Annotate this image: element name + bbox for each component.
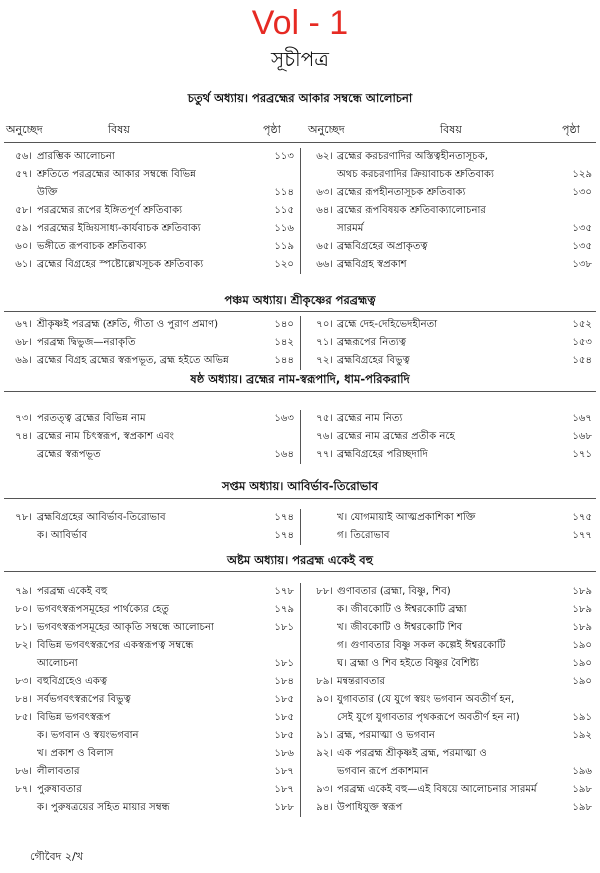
- entry-page: ১৩০: [572, 187, 592, 198]
- section-title: [0, 370, 600, 388]
- toc-entry: [303, 256, 600, 274]
- entry-title: ব্রহ্মের রূপবিষয়ক শ্রুতিবাক্যালোচনার: [337, 205, 486, 216]
- section-columns: [0, 583, 600, 817]
- toc-entry: [0, 709, 298, 727]
- entry-page: ১৫২: [572, 319, 592, 330]
- entry-number: ৫৮।: [15, 205, 32, 216]
- page-footer: গৌবৈদ ২/খ: [30, 850, 83, 863]
- entry-title: অথচ করচরণাদির ক্রিয়াবাচক শ্রুতিবাক্য: [337, 169, 494, 180]
- toc-entry: [303, 352, 600, 370]
- entry-page: ১৯৬: [572, 766, 592, 777]
- entry-page: ১৮৮: [274, 802, 294, 813]
- column-left: [0, 148, 298, 274]
- entry-title: পরব্রহ্ম একেই বহু—এই বিষয়ে আলোচনার সারমর্ম: [337, 784, 537, 795]
- toc-entry: [303, 727, 600, 745]
- entry-number: ৭৬।: [316, 431, 333, 442]
- entry-number: ৫৬।: [15, 151, 32, 162]
- entry-page: ১৩৫: [572, 223, 592, 234]
- entry-page: ১৯১: [572, 712, 592, 723]
- toc-entry: [303, 446, 600, 464]
- toc-entry: [303, 799, 600, 817]
- entry-page: ১৮১: [274, 658, 294, 669]
- toc-entry: [0, 316, 298, 334]
- toc-entry: [303, 202, 600, 220]
- toc-entry: [303, 583, 600, 601]
- section-columns: [0, 148, 600, 274]
- toc-entry: [303, 763, 600, 781]
- entry-page: ১৭১: [572, 449, 592, 460]
- entry-number: ৫৭।: [15, 169, 32, 180]
- entry-page: ১৭৮: [274, 586, 294, 597]
- toc-entry: [303, 410, 600, 428]
- entry-number: ৮২।: [15, 640, 32, 651]
- entry-number: ৮০।: [15, 604, 32, 615]
- entry-title: ব্রহ্মের করচরণাদির অস্তিত্বহীনতাসূচক,: [337, 151, 488, 162]
- column-right: [303, 583, 600, 817]
- entry-number: ৬৭।: [15, 319, 32, 330]
- toc-entry: [303, 166, 600, 184]
- entry-title: পরব্রহ্মের রূপের ইঙ্গিতপূর্ণ শ্রুতিবাক্য: [37, 205, 183, 216]
- entry-page: ১৮৫: [274, 712, 294, 723]
- toc-entry: [0, 781, 298, 799]
- entry-number: ৮৭।: [15, 784, 32, 795]
- toc-entry: [0, 410, 298, 428]
- entry-title: ব্রহ্মের স্বরূপভূত: [37, 449, 101, 460]
- entry-number: ৮৩।: [15, 676, 32, 687]
- entry-number: ৮৫।: [15, 712, 32, 723]
- toc-entry: [0, 691, 298, 709]
- toc-entry: [303, 509, 600, 527]
- entry-title: পরতত্ত্ব ব্রহ্মের বিভিন্ন নাম: [37, 413, 146, 424]
- entry-page: ১৬৩: [274, 413, 294, 424]
- column-left: [0, 316, 298, 370]
- entry-title: গ। তিরোভাব: [337, 530, 390, 541]
- entry-title: ক। ভগবান ও স্বয়ংভগবান: [37, 730, 139, 741]
- entry-title: প্রারম্ভিক আলোচনা: [37, 151, 115, 162]
- toc-entry: [0, 202, 298, 220]
- entry-page: ১৫৪: [572, 355, 592, 366]
- entry-title: ব্রহ্মরূপের নিত্যত্ব: [337, 337, 406, 348]
- entry-title: শ্রুতিতে পরব্রহ্মের আকার সম্বন্ধে বিভিন্ন: [37, 169, 196, 180]
- column-left: [0, 583, 298, 817]
- entry-page: ১৮৯: [572, 586, 592, 597]
- entry-title: উপাধিযুক্ত স্বরূপ: [337, 802, 403, 813]
- entry-title: ভগবান রূপে প্রকাশমান: [337, 766, 429, 777]
- entry-number: ৭১।: [316, 337, 333, 348]
- entry-number: ৮৮।: [316, 586, 333, 597]
- entry-page: ১৬৪: [274, 449, 294, 460]
- section-title-text: অষ্টম অধ্যায়। পরব্রহ্ম একেই বহু: [226, 553, 373, 567]
- entry-page: ১৮৪: [274, 676, 294, 687]
- entry-title: ভঙ্গীতে রূপবাচক শ্রুতিবাক্য: [37, 241, 147, 252]
- entry-page: ১৮১: [274, 622, 294, 633]
- entry-title: শ্রীকৃষ্ণই পরব্রহ্ম (শ্রুতি, গীতা ও পুরাণ প্রমাণ): [37, 319, 219, 330]
- entry-title: ঘ। ব্রহ্মা ও শিব হইতে বিষ্ণুর বৈশিষ্ট্য: [337, 658, 479, 669]
- toc-entry: [0, 446, 298, 464]
- entry-page: ১৮৭: [274, 766, 294, 777]
- entry-title: আলোচনা: [37, 658, 78, 669]
- volume-label: Vol - 1: [251, 4, 349, 42]
- toc-entry: [0, 727, 298, 745]
- entry-number: ৭৭।: [316, 449, 333, 460]
- entry-title: ব্রহ্মের বিগ্রহ ব্রহ্মের স্বরূপভূত, ব্রহ্ম হইতে অভিন্ন: [37, 355, 229, 366]
- page-title: সূচীপত্র: [271, 47, 329, 71]
- entry-number: ৮৯।: [316, 676, 333, 687]
- entry-page: ১৯৮: [572, 802, 592, 813]
- toc-entry: [303, 527, 600, 545]
- column-divider: [300, 410, 301, 464]
- section-rule: [4, 142, 596, 143]
- section-rule: [4, 311, 596, 312]
- entry-number: ৬৪।: [316, 205, 333, 216]
- entry-page: ১৭৪: [274, 530, 294, 541]
- column-header-topic-left: বিষয়: [108, 123, 130, 136]
- entry-page: ১৮৬: [274, 748, 294, 759]
- toc-entry: [303, 148, 600, 166]
- entry-title: ক। পুরুষত্রয়ের সহিত মায়ার সম্বন্ধ: [37, 802, 170, 813]
- entry-page: ১৯২: [572, 730, 592, 741]
- entry-page: ১৯৮: [572, 784, 592, 795]
- section-rule: [4, 571, 596, 572]
- toc-entry: [0, 673, 298, 691]
- entry-page: ১৬৭: [572, 413, 592, 424]
- entry-title: ব্রহ্মবিগ্রহের অপ্রাকৃতত্ব: [337, 241, 428, 252]
- entry-number: ৮৬।: [15, 766, 32, 777]
- entry-title: ব্রহ্মবিগ্রহের বিভুত্ব: [337, 355, 410, 366]
- column-header-topic-right: বিষয়: [440, 123, 462, 136]
- column-left: [0, 410, 298, 464]
- section-title: [0, 291, 600, 309]
- entry-number: ৯৩।: [316, 784, 333, 795]
- section-rule: [4, 391, 596, 392]
- column-header-no-left: অনুচ্ছেদ: [6, 123, 43, 136]
- entry-number: ৯৪।: [316, 802, 333, 813]
- toc-entry: [0, 637, 298, 655]
- column-header-no-right: অনুচ্ছেদ: [308, 123, 345, 136]
- entry-title: ব্রহ্মে দেহ-দেহিভেদহীনতা: [337, 319, 438, 330]
- toc-entry: [0, 619, 298, 637]
- section-columns: [0, 509, 600, 545]
- entry-title: গুণাবতার (ব্রহ্মা, বিষ্ণু, শিব): [337, 586, 451, 597]
- column-header-page-left: পৃষ্ঠা: [263, 123, 281, 136]
- section-title-text: চতুর্থ অধ্যায়। পরব্রহ্মের আকার সম্বন্ধে আলোচনা: [187, 91, 413, 105]
- entry-title: খ। জীবকোটি ও ঈশ্বরকোটি শিব: [337, 622, 463, 633]
- toc-entry: [303, 238, 600, 256]
- toc-entry: [0, 184, 298, 202]
- entry-title: ব্রহ্মের রূপহীনতাসূচক শ্রুতিবাক্য: [337, 187, 466, 198]
- entry-page: ১২৯: [572, 169, 592, 180]
- entry-title: গ। গুণাবতার বিষ্ণু সকল কল্পেই ঈশ্বরকোটি: [337, 640, 506, 651]
- toc-entry: [303, 673, 600, 691]
- column-divider: [300, 509, 301, 545]
- toc-entry: [303, 781, 600, 799]
- entry-title: বহুবিগ্রহেও একত্ব: [37, 676, 108, 687]
- toc-entry: [303, 428, 600, 446]
- entry-title: খ। যোগমায়াই আত্মপ্রকাশিকা শক্তি: [337, 512, 476, 523]
- entry-title: ব্রহ্মবিগ্রহ স্বপ্রকাশ: [337, 259, 407, 270]
- entry-page: ১৭৯: [274, 604, 294, 615]
- entry-title: সর্বভগবৎস্বরূপের বিভুত্ব: [37, 694, 131, 705]
- section-title-text: ষষ্ঠ অধ্যায়। ব্রহ্মের নাম-স্বরূপাদি, ধাম-পরিকরাদি: [190, 372, 410, 386]
- toc-entry: [0, 763, 298, 781]
- toc-entry: [303, 637, 600, 655]
- entry-number: ৯২।: [316, 748, 333, 759]
- entry-number: ৭৪।: [15, 431, 32, 442]
- entry-title: ব্রহ্মবিগ্রহের পরিচ্ছদাদি: [337, 449, 428, 460]
- entry-number: ৬৬।: [316, 259, 333, 270]
- entry-title: ব্রহ্ম, পরমাত্মা ও ভগবান: [337, 730, 435, 741]
- entry-number: ৭২।: [316, 355, 333, 366]
- entry-page: ১৬৮: [572, 431, 592, 442]
- toc-entry: [0, 256, 298, 274]
- entry-number: ৬৮।: [15, 337, 32, 348]
- entry-page: ১৯০: [572, 658, 592, 669]
- section-title-text: সপ্তম অধ্যায়। আবির্ভাব-তিরোভাব: [221, 479, 379, 493]
- entry-page: ১১৬: [274, 223, 294, 234]
- entry-number: ৮৪।: [15, 694, 32, 705]
- column-divider: [300, 316, 301, 370]
- entry-title: ব্রহ্মের নাম চিৎস্বরূপ, স্বপ্রকাশ এবং: [37, 431, 174, 442]
- toc-entry: [303, 619, 600, 637]
- column-right: [303, 509, 600, 545]
- entry-page: ১৪২: [274, 337, 294, 348]
- entry-page: ১৪৪: [274, 355, 294, 366]
- toc-entry: [0, 334, 298, 352]
- entry-title: ব্রহ্মের নাম নিত্য: [337, 413, 403, 424]
- entry-page: ১৯০: [572, 640, 592, 651]
- entry-page: ১৯০: [572, 676, 592, 687]
- column-right: [303, 148, 600, 274]
- toc-entry: [303, 745, 600, 763]
- entry-page: ১১৯: [274, 241, 294, 252]
- entry-title: ক। জীবকোটি ও ঈশ্বরকোটি ব্রহ্মা: [337, 604, 467, 615]
- toc-entry: [0, 655, 298, 673]
- entry-page: ১৩৮: [572, 259, 592, 270]
- entry-number: ৭৯।: [15, 586, 32, 597]
- entry-page: ১৪০: [274, 319, 294, 330]
- toc-entry: [0, 601, 298, 619]
- entry-title: পুরুষাবতার: [37, 784, 82, 795]
- section-rule: [4, 498, 596, 499]
- toc-entry: [0, 428, 298, 446]
- entry-title: সারমর্ম: [337, 223, 364, 234]
- entry-title: ব্রহ্মের বিগ্রহের স্পষ্টোল্লেখসূচক শ্রুতিবাক্য: [37, 259, 204, 270]
- column-left: [0, 509, 298, 545]
- toc-entry: [303, 655, 600, 673]
- entry-number: ৯০।: [316, 694, 333, 705]
- entry-title: উক্তি: [37, 187, 58, 198]
- entry-title: খ। প্রকাশ ও বিলাস: [37, 748, 114, 759]
- entry-title: ভগবৎস্বরূপসমূহের পার্থক্যের হেতু: [37, 604, 169, 615]
- entry-number: ৮১।: [15, 622, 32, 633]
- entry-title: পরব্রহ্মের ইন্দ্রিয়সাধ্য-কার্যবাচক শ্রুতিবাক্য: [37, 223, 201, 234]
- entry-title: ক। আবির্ভাব: [37, 530, 88, 541]
- entry-number: ৭৩।: [15, 413, 32, 424]
- entry-page: ১২০: [274, 259, 294, 270]
- entry-number: ৭৮।: [15, 512, 32, 523]
- column-header-row: [0, 121, 600, 139]
- column-divider: [300, 583, 301, 817]
- toc-entry: [303, 184, 600, 202]
- column-right: [303, 410, 600, 464]
- entry-title: যুগাবতার (যে যুগে স্বয়ং ভগবান অবতীর্ণ হন,: [337, 694, 515, 705]
- section-columns: [0, 410, 600, 464]
- entry-title: লীলাবতার: [37, 766, 80, 777]
- toc-entry: [303, 220, 600, 238]
- entry-page: ১১৫: [274, 205, 294, 216]
- entry-title: পরব্রহ্ম দ্বিভুজ—নরাকৃতি: [37, 337, 136, 348]
- entry-page: ১৫৩: [572, 337, 592, 348]
- entry-title: বিভিন্ন ভগবৎস্বরূপ: [37, 712, 111, 723]
- entry-page: ১৩৫: [572, 241, 592, 252]
- entry-title: ব্রহ্মের নাম ব্রহ্মের প্রতীক নহে: [337, 431, 455, 442]
- entry-page: ১১৩: [274, 151, 294, 162]
- entry-number: ৬১।: [15, 259, 32, 270]
- section-title-text: পঞ্চম অধ্যায়। শ্রীকৃষ্ণের পরব্রহ্মত্ব: [224, 293, 376, 307]
- entry-number: ৬৯।: [15, 355, 32, 366]
- toc-entry: [303, 601, 600, 619]
- toc-entry: [303, 691, 600, 709]
- section-title: [0, 89, 600, 107]
- entry-page: ১১৪: [274, 187, 294, 198]
- toc-entry: [0, 583, 298, 601]
- section-title: [0, 477, 600, 495]
- entry-page: ১৮৯: [572, 604, 592, 615]
- section-columns: [0, 316, 600, 370]
- toc-entry: [0, 352, 298, 370]
- toc-entry: [0, 148, 298, 166]
- toc-entry: [303, 709, 600, 727]
- toc-entry: [0, 745, 298, 763]
- entry-number: ৬৩।: [316, 187, 333, 198]
- entry-number: ৭৫।: [316, 413, 333, 424]
- section-title: [0, 551, 600, 569]
- toc-entry: [0, 509, 298, 527]
- entry-page: ১৭৫: [572, 512, 592, 523]
- entry-page: ১৮৫: [274, 730, 294, 741]
- entry-page: ১৮৯: [572, 622, 592, 633]
- entry-title: এক পরব্রহ্ম শ্রীকৃষ্ণই ব্রহ্ম, পরমাত্মা ও: [337, 748, 487, 759]
- entry-number: ৭০।: [316, 319, 333, 330]
- entry-page: ১৮৭: [274, 784, 294, 795]
- toc-entry: [303, 334, 600, 352]
- entry-number: ৯১।: [316, 730, 333, 741]
- toc-entry: [0, 220, 298, 238]
- toc-entry: [0, 527, 298, 545]
- entry-title: সেই যুগে যুগাবতার পৃথকরূপে অবতীর্ণ হন না): [337, 712, 520, 723]
- toc-entry: [0, 166, 298, 184]
- toc-entry: [0, 799, 298, 817]
- entry-page: ১৮৫: [274, 694, 294, 705]
- entry-number: ৬৫।: [316, 241, 333, 252]
- entry-number: ৫৯।: [15, 223, 32, 234]
- entry-title: মন্বন্তরাবতার: [337, 676, 386, 687]
- entry-title: বিভিন্ন ভগবৎস্বরূপের একস্বরূপত্ব সম্বন্ধে: [37, 640, 194, 651]
- column-divider: [300, 148, 301, 274]
- column-right: [303, 316, 600, 370]
- entry-page: ১৭৭: [572, 530, 592, 541]
- entry-number: ৬২।: [316, 151, 333, 162]
- column-header-page-right: পৃষ্ঠা: [562, 123, 580, 136]
- entry-title: পরব্রহ্ম একেই বহু: [37, 586, 108, 597]
- entry-title: ব্রহ্মবিগ্রহের আবির্ভাব-তিরোভাব: [37, 512, 166, 523]
- entry-number: ৬০।: [15, 241, 32, 252]
- entry-title: ভগবৎস্বরূপসমূহের আকৃতি সম্বন্ধে আলোচনা: [37, 622, 214, 633]
- entry-page: ১৭৪: [274, 512, 294, 523]
- toc-entry: [303, 316, 600, 334]
- toc-entry: [0, 238, 298, 256]
